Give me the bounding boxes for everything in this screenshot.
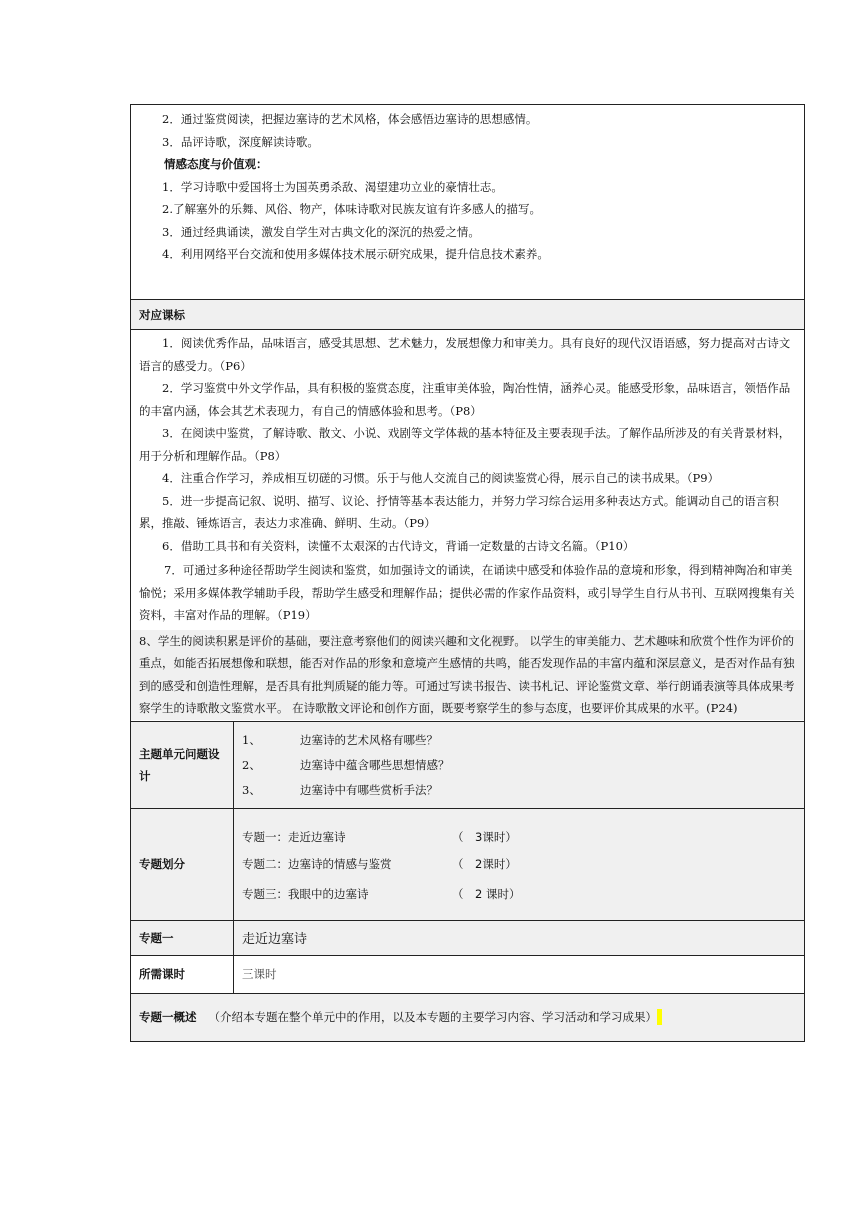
goal-line: 3．品评诗歌，深度解读诗歌。 (162, 134, 319, 149)
question-item (242, 753, 796, 778)
standard-item: 6．借助工具书和有关资料，读懂不太艰深的古代诗文，背诵一定数量的古诗文名篇。（P10） (162, 538, 635, 553)
question-item (242, 778, 796, 803)
topic1-value (234, 921, 804, 955)
standard-item: 2．学习鉴赏中外文学作品，具有积极的鉴赏态度，注重审美体验，陶冶性情，涵养心灵。能感受形象，品味语言，领悟作品的丰富内涵，体会其艺术表现力，有自己的情感体验和思考。（P8） (139, 381, 791, 418)
questions-list (234, 722, 804, 808)
question-text: 边塞诗的艺术风格有哪些？ (300, 732, 438, 747)
hours-label (131, 956, 234, 993)
hours-label-text: 所需课时 (139, 967, 185, 981)
topic-hours: （ 2课时） (452, 856, 517, 871)
question-text: 边塞诗中有哪些赏析手法？ (300, 782, 438, 797)
question-number: 1、 (242, 732, 261, 747)
topics-label (131, 809, 234, 920)
overview-label: 专题一概述 (139, 1010, 197, 1024)
topic1-label (131, 921, 234, 955)
topic-item (242, 851, 796, 878)
document-table (130, 104, 805, 1042)
questions-row (131, 721, 804, 808)
standards-heading: 对应课标 (131, 299, 804, 329)
topic-name: 专题一：走近边塞诗 (242, 829, 346, 844)
attitude-line: 2.了解塞外的乐舞、风俗、物产，体味诗歌对民族友谊有许多感人的描写。 (162, 202, 541, 216)
topic1-row (131, 920, 804, 955)
question-number: 3、 (242, 782, 261, 797)
topic1-label-text: 专题一 (139, 930, 174, 945)
topic1-value-text: 走近边塞诗 (242, 932, 308, 947)
attitude-heading: 情感态度与价值观： (164, 157, 268, 171)
question-text: 边塞诗中蕴含哪些思想情感？ (300, 757, 450, 772)
topic-hours: （ 3课时） (452, 829, 517, 844)
standard-item: 4．注重合作学习，养成相互切磋的习惯。乐于与他人交流自己的阅读鉴赏心得，展示自己的读书成果。（P9） (162, 471, 720, 485)
standards-section (131, 329, 804, 721)
hours-row (131, 955, 804, 993)
topic-item (242, 824, 796, 851)
goal-line: 2．通过鉴赏阅读，把握边塞诗的艺术风格，体会感悟边塞诗的思想感情。 (162, 112, 538, 126)
topic-name: 专题二：边塞诗的情感与鉴赏 (242, 856, 392, 871)
standard-item-8-block (131, 630, 804, 720)
topic-name: 专题三：我眼中的边塞诗 (242, 886, 369, 901)
standard-item: 3．在阅读中鉴赏，了解诗歌、散文、小说、戏剧等文学体裁的基本特征及主要表现手法。了解作品所涉及的有关背景材料，用于分析和理解作品。（P8） (139, 426, 791, 463)
text-highlight-mark (657, 1009, 662, 1025)
goals-section (131, 105, 804, 299)
hours-value-text: 三课时 (242, 967, 277, 981)
overview-note: （介绍本专题在整个单元中的作用，以及本专题的主要学习内容、学习活动和学习成果） (208, 1010, 657, 1024)
topics-label-text: 专题划分 (139, 857, 185, 871)
standard-item: 1．阅读优秀作品，品味语言，感受其思想、艺术魅力，发展想像力和审美力。具有良好的现代汉语语感，努力提高对古诗文语言的感受力。（P6） (139, 336, 791, 373)
attitude-line: 3．通过经典诵读，激发自学生对古典文化的深沉的热爱之情。 (162, 224, 480, 239)
topics-row (131, 808, 804, 920)
hours-value (234, 956, 804, 993)
questions-label (131, 722, 234, 808)
topic-item (242, 881, 796, 908)
standard-item: 5．进一步提高记叙、说明、描写、议论、抒情等基本表达能力，并努力学习综合运用多种表达方式。能调动自己的语言积累，推敲、锤炼语言，表达力求准确、鲜明、生动。（P9） (139, 493, 779, 530)
topic-hours: （ 2 课时） (452, 886, 521, 901)
attitude-line: 1．学习诗歌中爱国将士为国英勇杀敌、渴望建功立业的豪情壮志。 (162, 179, 503, 194)
attitude-line: 4．利用网络平台交流和使用多媒体技术展示研究成果，提升信息技术素养。 (162, 247, 549, 261)
standard-item: 8、学生的阅读积累是评价的基础，要注意考察他们的阅读兴趣和文化视野。 以学生的审美能力、艺术趣味和欣赏个性作为评价的重点，如能否拓展想像和联想，能否对作品的形象和意境产生感情的共鸣，能否发现作品的丰富内蕴和深层意义，是否对作品有独到的感受和创造性理解，是否具有批判质疑的能力等。可通过写读书报告、读书札记、评论鉴赏文章、举行朗诵表演等具体成果考察学生的诗歌散文鉴赏水平。 在诗歌散文评论和创作方面，既要考察学生的参与态度，也要评价其成果的水平。(P24) (139, 633, 795, 715)
questions-label-text: 主题单元问题设计 (139, 746, 220, 783)
standard-item: 7．可通过多种途径帮助学生阅读和鉴赏，如加强诗文的诵读，在诵读中感受和体验作品的意境和形象，得到精神陶冶和审美愉悦；采用多媒体教学辅助手段，帮助学生感受和理解作品；提供必需的作家作品资料，或引导学生自行从书刊、互联网搜集有关资料，丰富对作品的理解。（P19） (139, 563, 795, 622)
question-number: 2、 (242, 757, 261, 772)
question-item (242, 728, 796, 753)
overview-row (131, 993, 804, 1041)
topics-list (234, 809, 804, 920)
